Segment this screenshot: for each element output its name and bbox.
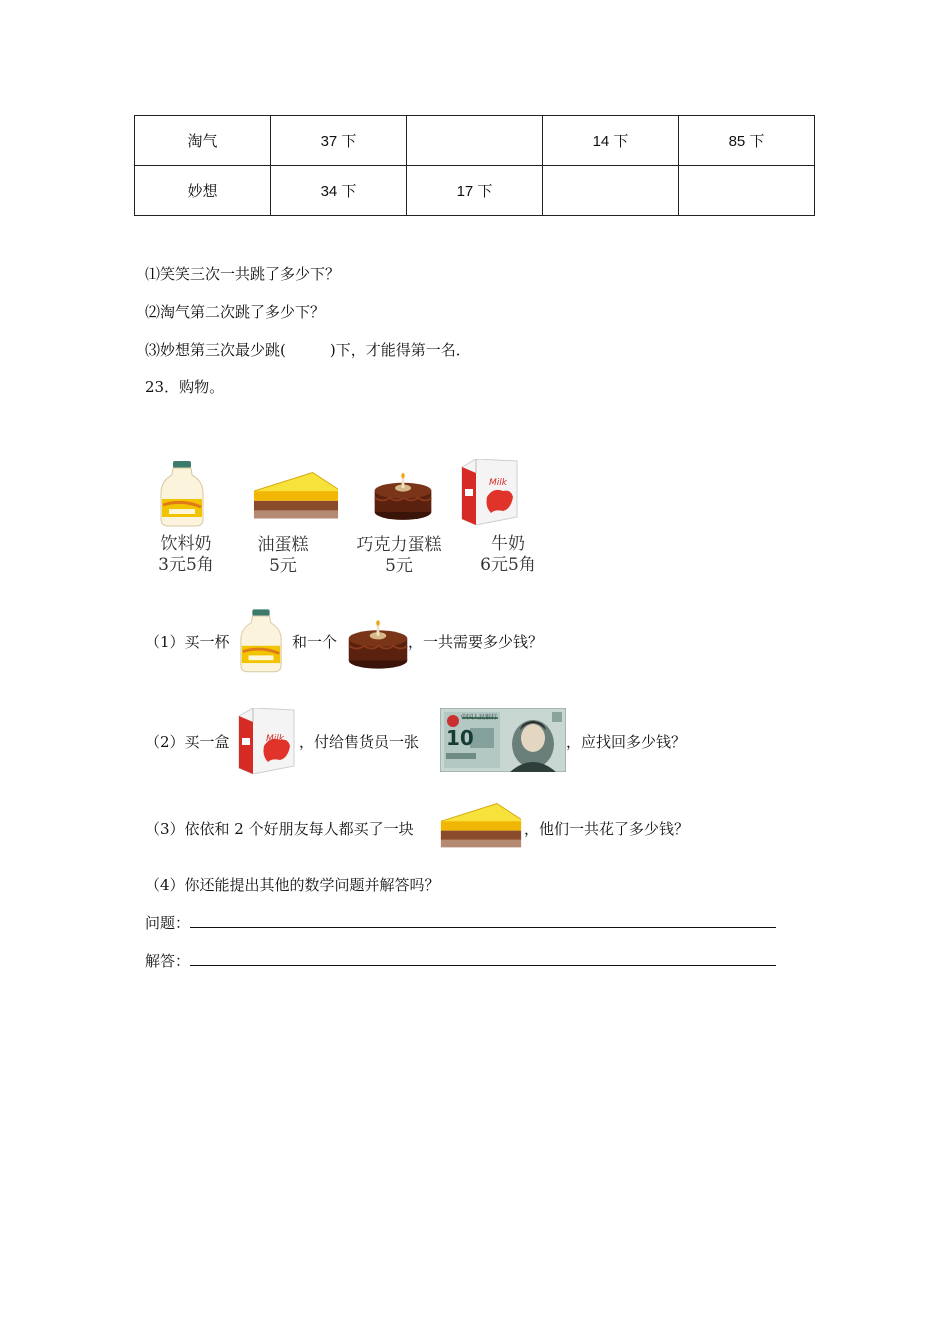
cake-slice-icon (439, 797, 523, 853)
milk-carton-icon (459, 459, 519, 525)
table-row (135, 166, 815, 216)
table-cell: 37 下 (271, 116, 407, 166)
question-22-3 (145, 339, 471, 360)
item-price: 5元 (269, 556, 297, 576)
item-name: 牛奶 (491, 534, 525, 554)
table-cell (679, 166, 815, 216)
question-22-2: ⑵淘气第二次跳了多少下？ (145, 303, 326, 321)
chocolate-cake-icon (372, 470, 434, 522)
question-22-3-before: ⑶妙想第三次最少跳( (145, 341, 286, 359)
sub-question-4: （4）你还能提出其他的数学问题并解答吗？ (145, 876, 440, 894)
table-cell (543, 166, 679, 216)
question-23-title: 23．购物。 (145, 378, 225, 396)
score-table (134, 115, 815, 216)
table-cell (407, 116, 543, 166)
item-label (250, 535, 316, 577)
table-cell: 14 下 (543, 116, 679, 166)
chocolate-cake-icon (346, 617, 410, 671)
sub-question-1-part-b: 和一个 (292, 633, 338, 651)
cake-slice-icon (252, 469, 340, 521)
question-22-3-after: )下，才能得第一名． (329, 341, 471, 359)
sub-question-1-part-a: （1）买一杯 (145, 633, 230, 651)
item-name: 饮料奶 (160, 534, 212, 554)
table-row (135, 116, 815, 166)
yogurt-bottle-icon (157, 461, 207, 527)
item-name: 巧克力蛋糕 (356, 535, 442, 555)
sub-question-2-part-a: （2）买一盒 (145, 733, 230, 751)
item-price: 6元5角 (480, 555, 536, 575)
milk-carton-icon (236, 708, 296, 774)
banknote-denomination: 10 (446, 726, 474, 750)
sub-question-1-part-c: ，一共需要多少钱？ (408, 633, 544, 651)
answer-line (145, 950, 776, 971)
row-name-cell: 妙想 (135, 166, 271, 216)
sub-question-2-part-c: ，应找回多少钱？ (566, 733, 687, 751)
banknote-header: 中国人民银行 (461, 714, 498, 721)
answer-blank-line[interactable] (190, 951, 776, 966)
table-cell: 34 下 (271, 166, 407, 216)
sub-question-2-part-b: ，付给售货员一张 (299, 733, 420, 751)
table-cell: 17 下 (407, 166, 543, 216)
question-line (145, 912, 776, 933)
question-22-1: ⑴笑笑三次一共跳了多少下？ (145, 265, 341, 283)
sub-question-3-part-b: ，他们一共花了多少钱？ (524, 820, 690, 838)
yogurt-bottle-icon (237, 608, 285, 674)
question-label: 问题： (145, 914, 191, 932)
row-name-cell: 淘气 (135, 116, 271, 166)
ten-yuan-banknote (440, 708, 566, 772)
item-name: 油蛋糕 (257, 535, 309, 555)
item-label (150, 534, 222, 576)
question-answer-blank[interactable] (190, 913, 776, 928)
item-price: 5元 (385, 556, 413, 576)
item-price: 3元5角 (158, 555, 214, 575)
item-label (350, 535, 448, 577)
item-label (476, 534, 540, 576)
milk-carton-text: Milk (266, 734, 284, 744)
milk-carton-text: Milk (489, 478, 507, 488)
answer-label: 解答： (145, 952, 191, 970)
sub-question-3-part-a: （3）依依和 2 个好朋友每人都买了一块 (145, 820, 414, 838)
table-cell: 85 下 (679, 116, 815, 166)
